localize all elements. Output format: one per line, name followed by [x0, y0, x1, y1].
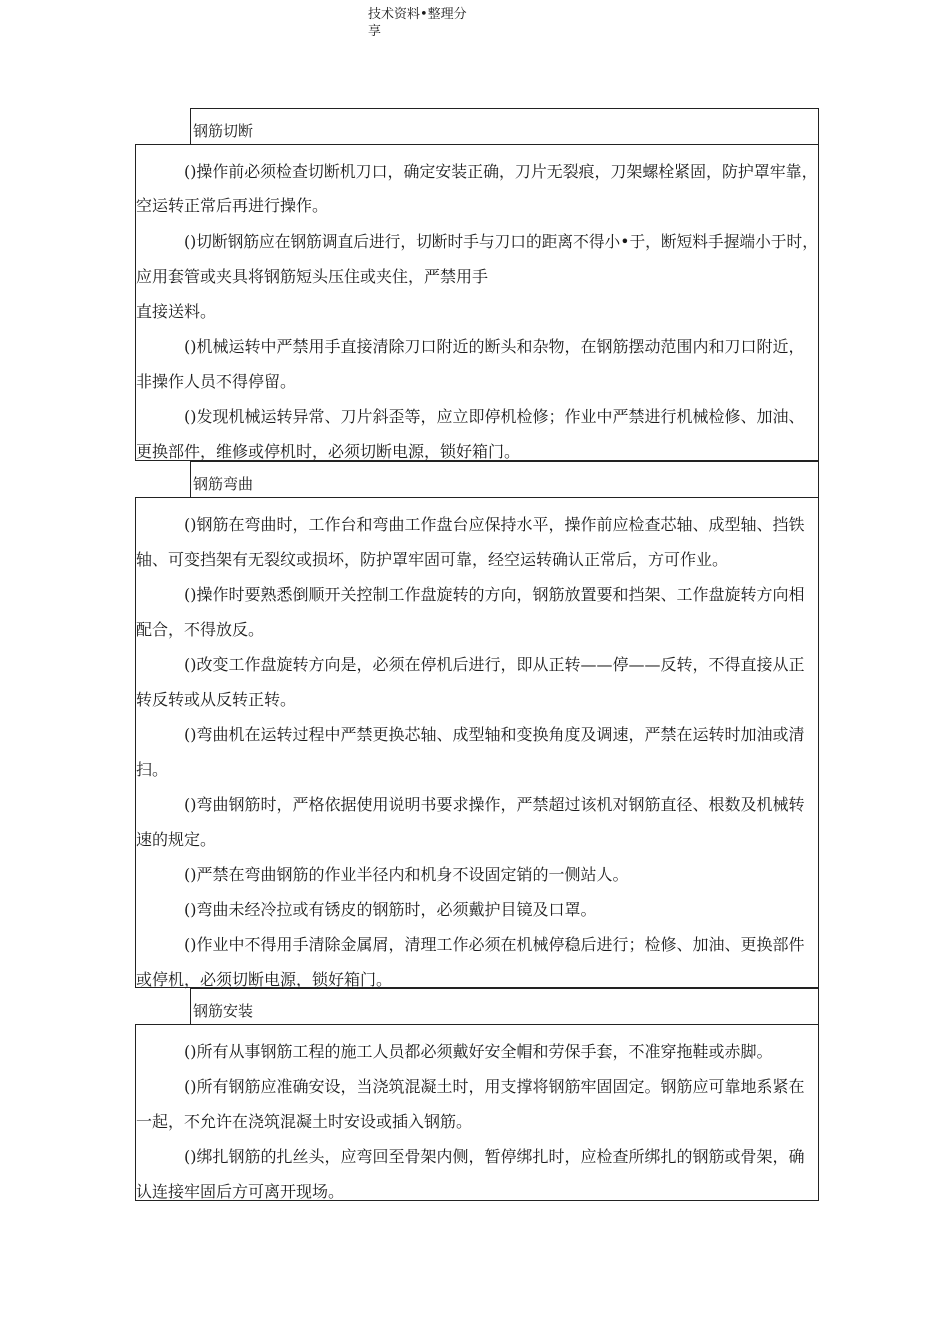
section-body-bending	[135, 497, 819, 988]
paragraph-line: ()作业中不得用手清除金属屑，清理工作必须在机械停稳后进行；检修、加油、更换部件	[184, 935, 805, 954]
header-line-1: 技术资料•整理分	[368, 7, 467, 22]
paragraph-line: ()操作时要熟悉倒顺开关控制工作盘旋转的方向，钢筋放置要和挡架、工作盘旋转方向相	[184, 585, 805, 604]
paragraph-line: ()所有钢筋应准确安设，当浇筑混凝土时，用支撑将钢筋牢固固定。钢筋应可靠地系紧在	[184, 1077, 805, 1096]
section-title-text: 钢筋弯曲	[193, 475, 254, 493]
section-title-cutting	[190, 108, 819, 144]
paragraph-line: 速的规定。	[136, 830, 217, 849]
paragraph-line: 扫。	[136, 760, 169, 779]
page-header	[368, 6, 488, 40]
section-body-cutting	[135, 144, 819, 461]
paragraph-line: ()切断钢筋应在钢筋调直后进行，切断时手与刀口的距离不得小•于，断短料手握端小于时，	[184, 232, 818, 251]
paragraph-line: ()绑扎钢筋的扎丝头，应弯回至骨架内侧，暂停绑扎时，应检查所绑扎的钢筋或骨架，确	[184, 1147, 805, 1166]
paragraph-line: 认连接牢固后方可离开现场。	[136, 1182, 345, 1201]
paragraph-line: 一起，不允许在浇筑混凝土时安设或插入钢筋。	[136, 1112, 473, 1131]
paragraph-line: ()弯曲机在运转过程中严禁更换芯轴、成型轴和变换角度及调速，严禁在运转时加油或清	[184, 725, 805, 744]
paragraph-line: ()弯曲钢筋时，严格依据使用说明书要求操作，严禁超过该机对钢筋直径、根数及机械转	[184, 795, 805, 814]
paragraph-line: 更换部件，维修或停机时，必须切断电源，锁好箱门。	[136, 442, 521, 461]
section-title-installation	[190, 988, 819, 1024]
paragraph-line: ()钢筋在弯曲时，工作台和弯曲工作盘台应保持水平，操作前应检查芯轴、成型轴、挡铁	[184, 515, 805, 534]
paragraph-line: ()操作前必须检查切断机刀口，确定安装正确，刀片无裂痕，刀架螺栓紧固，防护罩牢靠，	[184, 162, 818, 181]
paragraph-line: 直接送料。	[136, 302, 217, 321]
section-body-installation	[135, 1024, 819, 1201]
paragraph-line: 非操作人员不得停留。	[136, 372, 297, 391]
paragraph-line: ()机械运转中严禁用手直接清除刀口附近的断头和杂物，在钢筋摆动范围内和刀口附近，	[184, 337, 805, 356]
paragraph-line: ()改变工作盘旋转方向是，必须在停机后进行，即从正转——停——反转，不得直接从正	[184, 655, 805, 674]
paragraph-line: 转反转或从反转正转。	[136, 690, 297, 709]
section-title-bending	[190, 461, 819, 497]
paragraph-line: 或停机，必须切断电源，锁好箱门。	[136, 970, 393, 989]
paragraph-line: 空运转正常后再进行操作。	[136, 196, 329, 215]
paragraph-line: ()发现机械运转异常、刀片斜歪等，应立即停机检修；作业中严禁进行机械检修、加油、	[184, 407, 805, 426]
header-line-2: 享	[368, 24, 382, 39]
paragraph-line: ()弯曲未经冷拉或有锈皮的钢筋时，必须戴护目镜及口罩。	[184, 900, 597, 919]
section-title-text: 钢筋安装	[193, 1002, 254, 1020]
paragraph-line: 轴、可变挡架有无裂纹或损坏，防护罩牢固可靠，经空运转确认正常后，方可作业。	[136, 550, 729, 569]
paragraph-line: ()严禁在弯曲钢筋的作业半径内和机身不设固定销的一侧站人。	[184, 865, 629, 884]
paragraph-line: 应用套管或夹具将钢筋短头压住或夹住，严禁用手	[136, 267, 489, 286]
paragraph-line: 配合，不得放反。	[136, 620, 265, 639]
paragraph-line: ()所有从事钢筋工程的施工人员都必须戴好安全帽和劳保手套，不准穿拖鞋或赤脚。	[184, 1042, 773, 1061]
section-title-text: 钢筋切断	[193, 122, 254, 140]
